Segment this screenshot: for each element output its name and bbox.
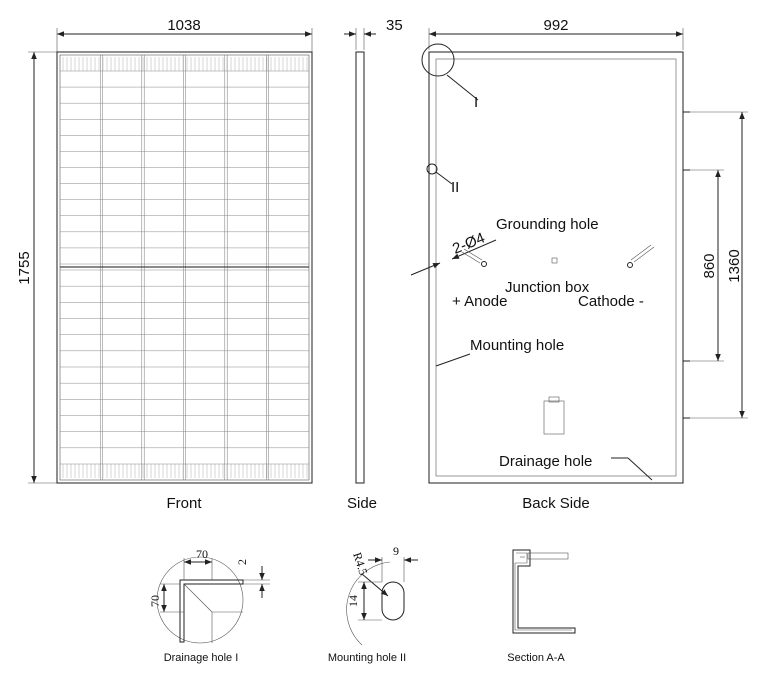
back-width-label: 992 xyxy=(543,17,569,34)
drainage-dim-v-label: 70 xyxy=(148,595,162,607)
section-profile xyxy=(513,550,575,633)
mounting-detail-caption: Mounting hole II xyxy=(327,652,407,664)
cathode-label: Cathode - xyxy=(578,293,644,310)
back-frame-outer xyxy=(429,52,683,483)
side-view xyxy=(344,17,403,512)
junction-box-label: Junction box xyxy=(505,279,590,296)
grounding-hole-label: Grounding hole xyxy=(496,216,599,233)
side-depth-label: 35 xyxy=(386,17,403,34)
junction-box-marker xyxy=(552,258,557,263)
detail-circle-i xyxy=(422,44,454,76)
section-glass xyxy=(528,553,568,559)
front-height-label: 1755 xyxy=(16,251,33,285)
section-a-a xyxy=(507,550,575,664)
detail-drainage-hole xyxy=(148,547,270,664)
detail-mounting-hole xyxy=(328,544,418,664)
anode-label: + Anode xyxy=(452,293,508,310)
mounting-radius-label: R4.5 xyxy=(350,550,371,577)
dimension-860-label: 860 xyxy=(701,253,718,279)
side-frame xyxy=(356,52,364,483)
marker-ii-label: II xyxy=(451,179,460,196)
mounting-hole-label: Mounting hole xyxy=(470,337,565,354)
drainage-detail-caption: Drainage hole I xyxy=(163,652,239,664)
back-mounting-holes xyxy=(683,112,690,418)
dimension-1360-label: 1360 xyxy=(726,249,743,283)
label-plate xyxy=(544,401,564,434)
mounting-dim-w-label: 9 xyxy=(393,544,399,558)
mounting-dim-h-label: 14 xyxy=(346,595,360,607)
front-caption: Front xyxy=(166,495,202,512)
back-frame-inner xyxy=(436,59,676,476)
drainage-dim-small-label: 2 xyxy=(235,559,249,565)
side-caption: Side xyxy=(346,495,378,512)
cathode-connector xyxy=(628,245,655,268)
section-caption: Section A-A xyxy=(507,652,565,664)
drainage-dim-h-label: 70 xyxy=(196,547,208,561)
front-cell-grid xyxy=(60,55,309,480)
mounting-slot xyxy=(382,582,404,620)
back-caption: Back Side xyxy=(522,495,590,512)
drainage-hole-label: Drainage hole xyxy=(499,453,593,470)
marker-i-label: I xyxy=(474,94,479,111)
back-view xyxy=(411,17,748,512)
front-width-label: 1038 xyxy=(167,17,201,34)
front-view xyxy=(16,17,312,512)
hole-spec-label: 2-Ø4 xyxy=(450,229,488,258)
